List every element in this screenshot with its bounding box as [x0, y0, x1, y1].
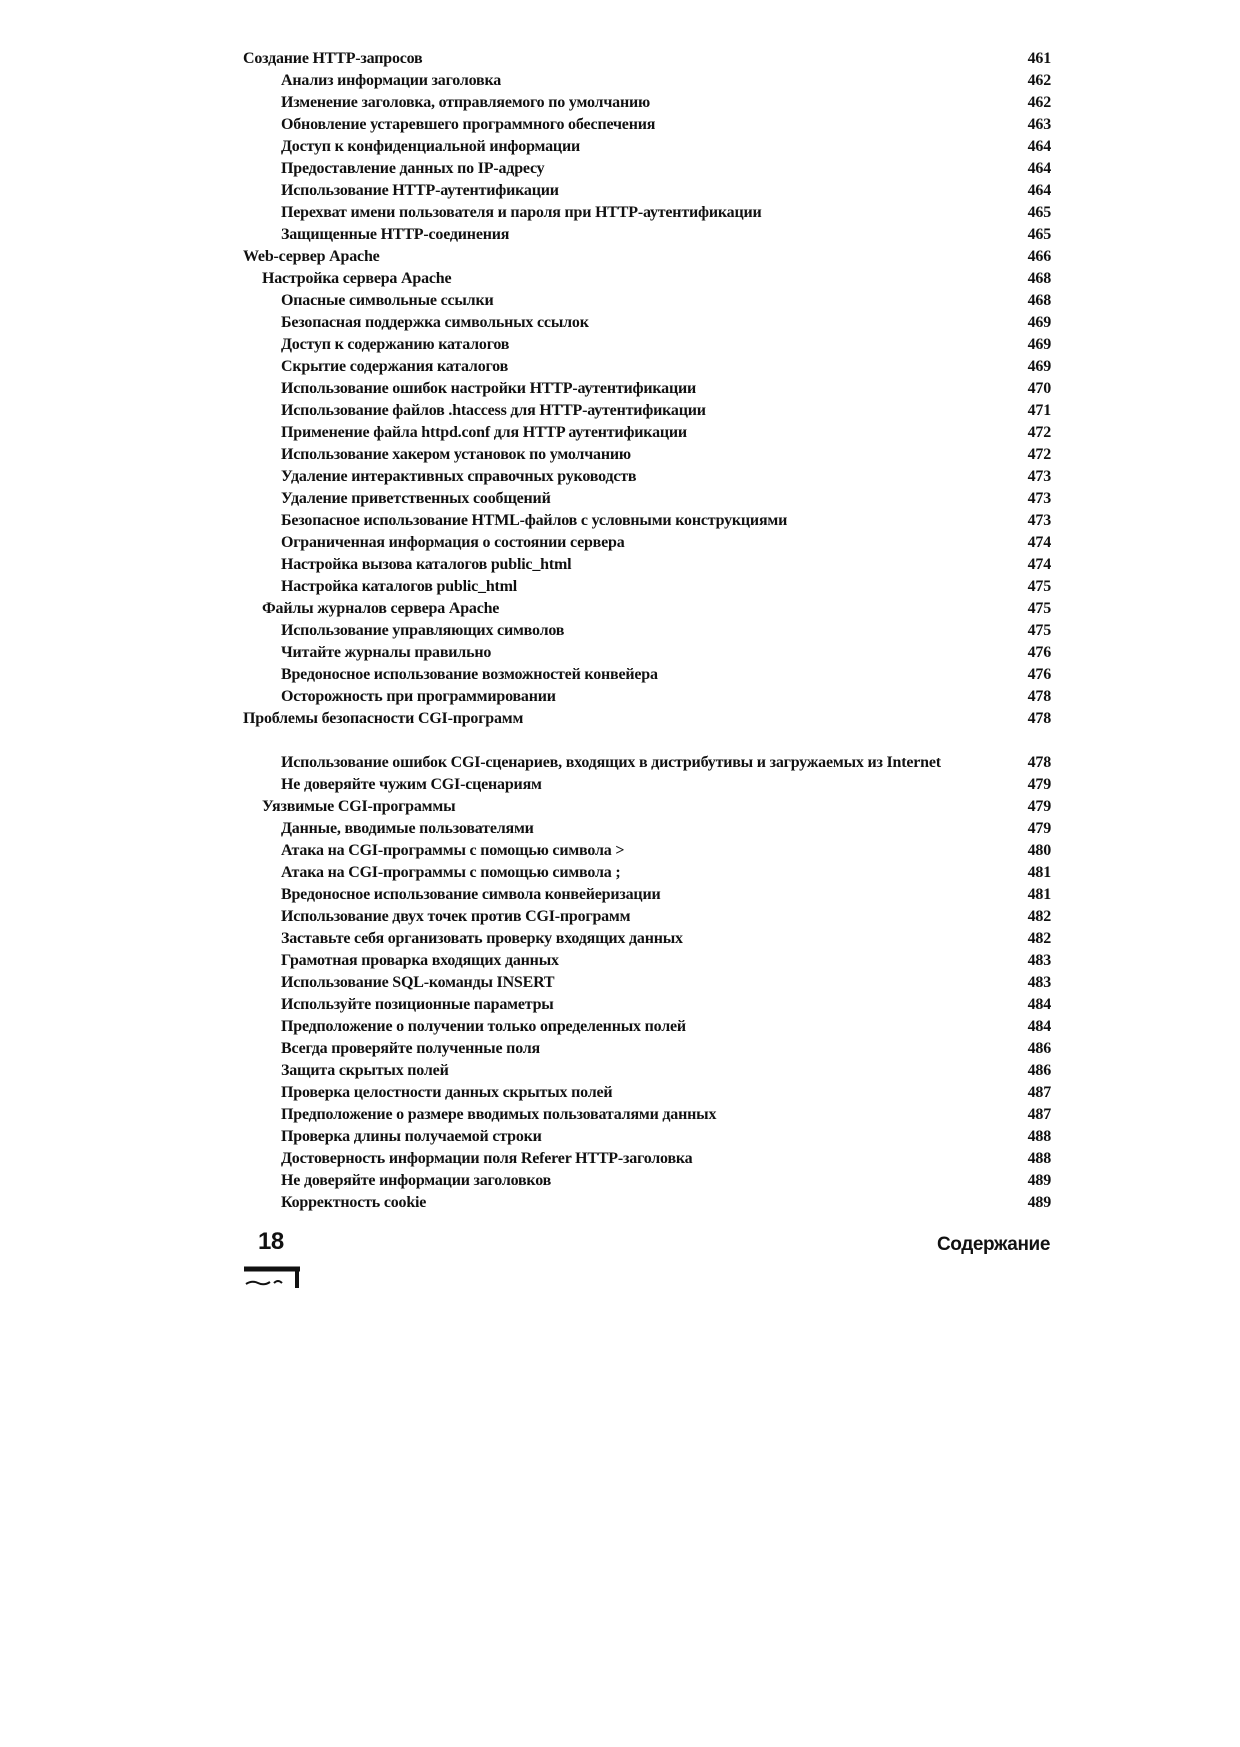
toc-entry — [243, 840, 1051, 862]
toc-entry — [243, 554, 1051, 576]
toc-entry — [243, 92, 1051, 114]
toc-entry-page: 465 — [1027, 226, 1051, 243]
toc-entry — [243, 884, 1051, 906]
toc-entry — [243, 48, 1051, 70]
toc-entry-page: 480 — [1027, 842, 1051, 859]
toc-entry-title: Атака на CGI-программы с помощью символа > — [281, 842, 625, 859]
toc-entry-title: Использование файлов .htaccess для HTTP-аутентификации — [281, 402, 706, 419]
toc-entry-page: 473 — [1027, 468, 1051, 485]
toc-entry-page: 462 — [1027, 94, 1051, 111]
toc-entry-title: Не доверяйте информации заголовков — [281, 1172, 552, 1189]
toc-entry — [243, 576, 1051, 598]
toc-entry — [243, 158, 1051, 180]
toc-entry — [243, 400, 1051, 422]
toc-entry-title: Использование SQL-команды INSERT — [281, 974, 555, 991]
toc-entry-page: 482 — [1027, 930, 1051, 947]
toc-entry-page: 472 — [1027, 424, 1051, 441]
toc-entry-title: Доступ к конфиденциальной информации — [281, 138, 580, 155]
toc-entry-title: Использование HTTP-аутентификации — [281, 182, 559, 199]
toc-entry — [243, 642, 1051, 664]
toc-entry-page: 474 — [1027, 556, 1051, 573]
toc-entry-page: 478 — [1027, 688, 1051, 705]
toc-entry-title: Применение файла httpd.conf для HTTP аутентификации — [281, 424, 687, 441]
toc-entry — [243, 268, 1051, 290]
toc-entry-page: 464 — [1027, 182, 1051, 199]
toc-entry-title: Web-сервер Apache — [243, 248, 380, 265]
toc-entry-page: 468 — [1027, 270, 1051, 287]
toc-entry-title: Уязвимые CGI-программы — [262, 798, 456, 815]
toc-entry — [243, 1038, 1051, 1060]
toc-entry-page: 484 — [1027, 1018, 1051, 1035]
toc-entry-title: Защита скрытых полей — [281, 1062, 449, 1079]
toc-entry-page: 489 — [1027, 1172, 1051, 1189]
toc-entry — [243, 444, 1051, 466]
toc-entry-title: Анализ информации заголовка — [281, 72, 502, 89]
toc-entry-title: Удаление приветственных сообщений — [281, 490, 551, 507]
toc-entry — [243, 532, 1051, 554]
toc-entry-title: Вредоносное использование символа конвейеризации — [281, 886, 661, 903]
toc-entry — [243, 928, 1051, 950]
toc-entry — [243, 224, 1051, 246]
toc-entry — [243, 1016, 1051, 1038]
toc-entry — [243, 378, 1051, 400]
toc-entry — [243, 356, 1051, 378]
toc-entry-page: 487 — [1027, 1084, 1051, 1101]
toc-entry-page: 481 — [1027, 864, 1051, 881]
toc-entry — [243, 246, 1051, 268]
toc-entry-page: 461 — [1027, 50, 1051, 67]
toc-entry-title: Использование ошибок CGI-сценариев, входящих в дистрибутивы и загружаемых из Internet — [281, 754, 941, 771]
toc-entry-title: Защищенные HTTP-соединения — [281, 226, 510, 243]
toc-entry — [243, 686, 1051, 708]
toc-entry-page: 476 — [1027, 644, 1051, 661]
toc-entry-page: 464 — [1027, 160, 1051, 177]
toc-entry-page: 468 — [1027, 292, 1051, 309]
toc-entry-title: Удаление интерактивных справочных руководств — [281, 468, 637, 485]
toc-entry-title: Заставьте себя организовать проверку входящих данных — [281, 930, 683, 947]
toc-entry-title: Настройка каталогов public_html — [281, 578, 518, 595]
toc-entry-page: 481 — [1027, 886, 1051, 903]
toc-entry-title: Используйте позиционные параметры — [281, 996, 554, 1013]
toc-entry-page: 478 — [1027, 710, 1051, 727]
toc-entry — [243, 664, 1051, 686]
toc-entry — [243, 1192, 1051, 1214]
toc-entry-page: 476 — [1027, 666, 1051, 683]
toc-entry — [243, 114, 1051, 136]
toc-entry-title: Изменение заголовка, отправляемого по умолчанию — [281, 94, 651, 111]
toc-entry — [243, 466, 1051, 488]
toc-entry — [243, 290, 1051, 312]
toc-entry — [243, 422, 1051, 444]
toc-entry-title: Предоставление данных по IP-адресу — [281, 160, 545, 177]
running-section-title: Содержание — [936, 1234, 1050, 1255]
toc-entry — [243, 202, 1051, 224]
toc-entry-title: Не доверяйте чужим CGI-сценариям — [281, 776, 542, 793]
toc-entry-title: Достоверность информации поля Referer HTTP-заголовка — [281, 1150, 693, 1167]
toc-entry-page: 474 — [1027, 534, 1051, 551]
toc-entry-page: 464 — [1027, 138, 1051, 155]
toc-entry-title: Настройка вызова каталогов public_html — [281, 556, 572, 573]
toc-entry-page: 469 — [1027, 314, 1051, 331]
toc-entry — [243, 312, 1051, 334]
toc-entry-title: Доступ к содержанию каталогов — [281, 336, 510, 353]
toc-entry — [243, 620, 1051, 642]
toc-entry-page: 466 — [1027, 248, 1051, 265]
toc-entry-title: Использование управляющих символов — [281, 622, 565, 639]
toc-entry-title: Предположение о размере вводимых пользоваталями данных — [281, 1106, 717, 1123]
toc-entry-title: Обновление устаревшего программного обеспечения — [281, 116, 656, 133]
toc-entry-title: Проблемы безопасности CGI-программ — [243, 710, 524, 727]
toc-entry-page: 470 — [1027, 380, 1051, 397]
toc-entry — [243, 334, 1051, 356]
toc-entry — [243, 180, 1051, 202]
toc-entry-title: Корректность cookie — [281, 1194, 427, 1211]
toc-entry-page: 463 — [1027, 116, 1051, 133]
toc-entry-page: 488 — [1027, 1128, 1051, 1145]
toc-entry-title: Опасные символьные ссылки — [281, 292, 494, 309]
toc-entry-title: Читайте журналы правильно — [281, 644, 492, 661]
toc-entry — [243, 1104, 1051, 1126]
toc-entry-page: 473 — [1027, 512, 1051, 529]
toc-entry — [243, 950, 1051, 972]
toc-entry-page: 469 — [1027, 336, 1051, 353]
toc-entry — [243, 1082, 1051, 1104]
toc-entry-page: 475 — [1027, 578, 1051, 595]
toc-entry-title: Файлы журналов сервера Apache — [262, 600, 500, 617]
toc-entry-title: Создание HTTP-запросов — [243, 50, 423, 67]
toc-entry-page: 489 — [1027, 1194, 1051, 1211]
toc-entry-page: 472 — [1027, 446, 1051, 463]
toc-entry-page: 484 — [1027, 996, 1051, 1013]
toc-entry-title: Осторожность при программировании — [281, 688, 556, 705]
toc-entry — [243, 488, 1051, 510]
toc-entry-page: 473 — [1027, 490, 1051, 507]
toc-entry-page: 475 — [1027, 622, 1051, 639]
toc-entry-title: Использование двух точек против CGI-программ — [281, 908, 631, 925]
toc-entry-title: Вредоносное использование возможностей конвейера — [281, 666, 658, 683]
toc-entry — [243, 796, 1051, 818]
toc-entry-title: Безопасная поддержка символьных ссылок — [281, 314, 589, 331]
toc-entry-page: 487 — [1027, 1106, 1051, 1123]
toc-entry-page: 475 — [1027, 600, 1051, 617]
page-footer — [258, 1228, 1050, 1292]
toc-entry-page: 479 — [1027, 798, 1051, 815]
toc-entry-page: 469 — [1027, 358, 1051, 375]
toc-entry-title: Скрытие содержания каталогов — [281, 358, 509, 375]
toc-entry — [243, 994, 1051, 1016]
toc-entry — [243, 708, 1051, 730]
toc-entry-page: 486 — [1027, 1062, 1051, 1079]
toc-entry-title: Грамотная проварка входящих данных — [281, 952, 559, 969]
toc-entries — [243, 48, 1051, 1214]
toc-entry-title: Данные, вводимые пользователями — [281, 820, 534, 837]
toc-entry-page: 483 — [1027, 974, 1051, 991]
toc-entry — [243, 972, 1051, 994]
toc-entry-title: Безопасное использование HTML-файлов с условными конструкциями — [281, 512, 788, 529]
toc-entry — [243, 1126, 1051, 1148]
toc-entry — [243, 136, 1051, 158]
toc-entry-title: Проверка длины получаемой строки — [281, 1128, 542, 1145]
toc-entry-title: Предположение о получении только определенных полей — [281, 1018, 686, 1035]
toc-entry-title: Использование ошибок настройки HTTP-аутентификации — [281, 380, 697, 397]
toc-entry-page: 486 — [1027, 1040, 1051, 1057]
toc-entry-title: Ограниченная информация о состоянии сервера — [281, 534, 625, 551]
toc-entry-page: 483 — [1027, 952, 1051, 969]
toc-entry-title: Всегда проверяйте полученные поля — [281, 1040, 541, 1057]
toc-entry-title: Настройка сервера Apache — [262, 270, 452, 287]
toc-entry-page: 482 — [1027, 908, 1051, 925]
toc-entry-title: Использование хакером установок по умолчанию — [281, 446, 631, 463]
toc-entry — [243, 906, 1051, 928]
toc-entry-title: Перехват имени пользователя и пароля при HTTP-аутентификации — [281, 204, 762, 221]
toc-entry-page: 478 — [1027, 754, 1051, 771]
toc-entry — [243, 1148, 1051, 1170]
toc-entry-title: Проверка целостности данных скрытых полей — [281, 1084, 613, 1101]
toc-entry — [243, 510, 1051, 532]
toc-entry — [243, 818, 1051, 840]
toc-entry — [243, 862, 1051, 884]
toc-entry — [243, 70, 1051, 92]
toc-entry-page: 471 — [1027, 402, 1051, 419]
corner-decoration-icon — [242, 1266, 302, 1290]
table-of-contents — [243, 48, 1051, 1214]
toc-entry-page: 479 — [1027, 776, 1051, 793]
toc-entry-page: 488 — [1027, 1150, 1051, 1167]
toc-entry-title: Атака на CGI-программы с помощью символа ; — [281, 864, 621, 881]
page-number: 18 — [258, 1228, 284, 1255]
toc-entry — [243, 1170, 1051, 1192]
toc-entry — [243, 774, 1051, 796]
toc-entry-page: 462 — [1027, 72, 1051, 89]
toc-entry — [243, 730, 1051, 774]
toc-entry-page: 479 — [1027, 820, 1051, 837]
toc-entry-page: 465 — [1027, 204, 1051, 221]
toc-entry — [243, 1060, 1051, 1082]
toc-entry — [243, 598, 1051, 620]
